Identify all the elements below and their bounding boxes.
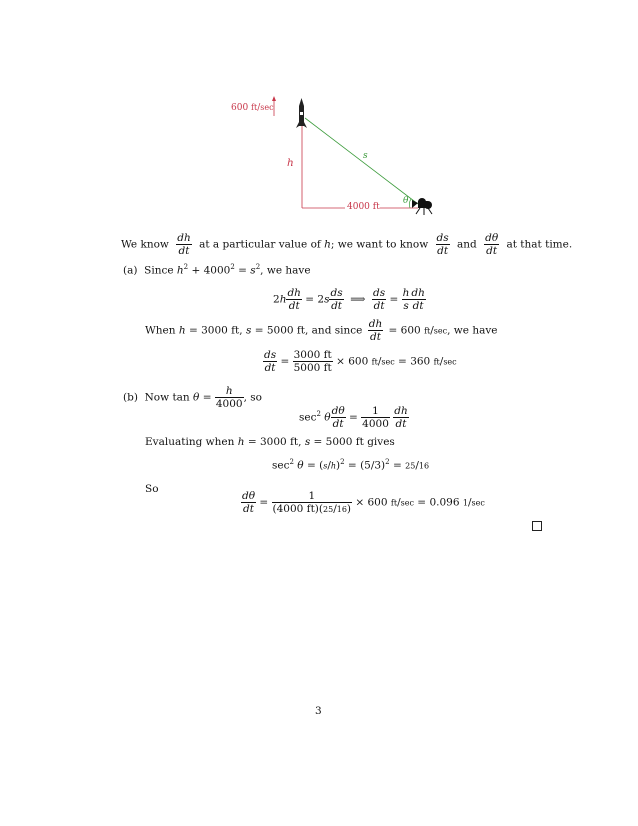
we-have-2-text: , we have	[447, 324, 498, 337]
intro-text-1: We know	[121, 238, 169, 251]
part-b-so: , so	[243, 391, 262, 404]
and-since-text: , and since	[305, 324, 363, 337]
part-a-since: Since	[144, 264, 174, 277]
part-a-we-have: , we have	[260, 264, 311, 277]
rocket-icon	[296, 98, 307, 128]
equation-b2: $\sec^2 \theta = (s/h)^2 = (5/3)^2 = 25/16$	[272, 458, 430, 472]
equation-a1: 2h $\frac{dh}{dt}$ = 2s $\frac{ds}{dt}$ ⟹ $\frac{ds}{dt}$ = $\frac{h}{s}$ $\frac{dh}{dt}$	[273, 287, 425, 313]
intro-text-2: at a particular value of	[199, 238, 321, 251]
intro-text-3: ; we want to know	[330, 238, 429, 251]
evaluating-text: Evaluating when	[145, 436, 235, 448]
rocket-diagram	[0, 0, 638, 230]
theta-label: θ	[403, 196, 409, 206]
part-b-now: Now	[144, 391, 170, 404]
ground-label: 4000 ft	[347, 202, 380, 212]
equation-a2: $\frac{ds}{dt}$ = $\frac{3000 ft}{5000 ft}$ × 600 ft/sec = 360 ft/sec	[264, 349, 457, 375]
intro-text-5: at that time.	[506, 238, 573, 251]
camera-icon	[412, 198, 432, 215]
equation-b3: $\frac{d\theta}{dt}$ = $\frac{1}{(4000 ft)(25/16)}$ × 600 ft/sec = 0.096 1/sec	[242, 490, 485, 516]
result-a: 360	[410, 355, 431, 368]
equation-b1: $\sec^2 \theta$ $\frac{d\theta}{dt}$ = $\frac{1}{4000}$ $\frac{dh}{dt}$	[299, 405, 408, 431]
qed-square	[532, 521, 542, 531]
intro-text-4: and	[457, 238, 477, 251]
part-a-label: (a)	[123, 264, 138, 277]
h-label: h	[287, 157, 294, 169]
result-b: 0.096	[429, 496, 460, 509]
evaluating-line: Evaluating when h = 3000 ft, s = 5000 ft gives	[145, 436, 395, 448]
gives-text: gives	[367, 436, 395, 448]
speed-label: 600 ft/sec	[231, 103, 274, 113]
distance-line	[305, 118, 418, 204]
s-label: s	[363, 151, 368, 161]
when-text: When	[145, 324, 176, 337]
part-b-label: (b)	[123, 391, 138, 404]
part-a-line: (a) Since $h^2 + 4000^2 = s^2$, we have	[123, 263, 311, 277]
intro-line: We know $\frac{dh}{dt}$ at a particular value of h; we want to know $\frac{ds}{dt}$ and $\frac{d\theta}{dt}$ at that time.	[121, 232, 573, 258]
part-b-line: (b) Now tan θ = $\frac{h}{4000}$ , so	[123, 385, 262, 411]
when-line-a: When h = 3000 ft, s = 5000 ft, and since $\frac{dh}{dt}$ = 600 ft/sec, we have	[145, 318, 498, 344]
page-number: 3	[315, 705, 322, 717]
so-label: So	[145, 483, 159, 495]
